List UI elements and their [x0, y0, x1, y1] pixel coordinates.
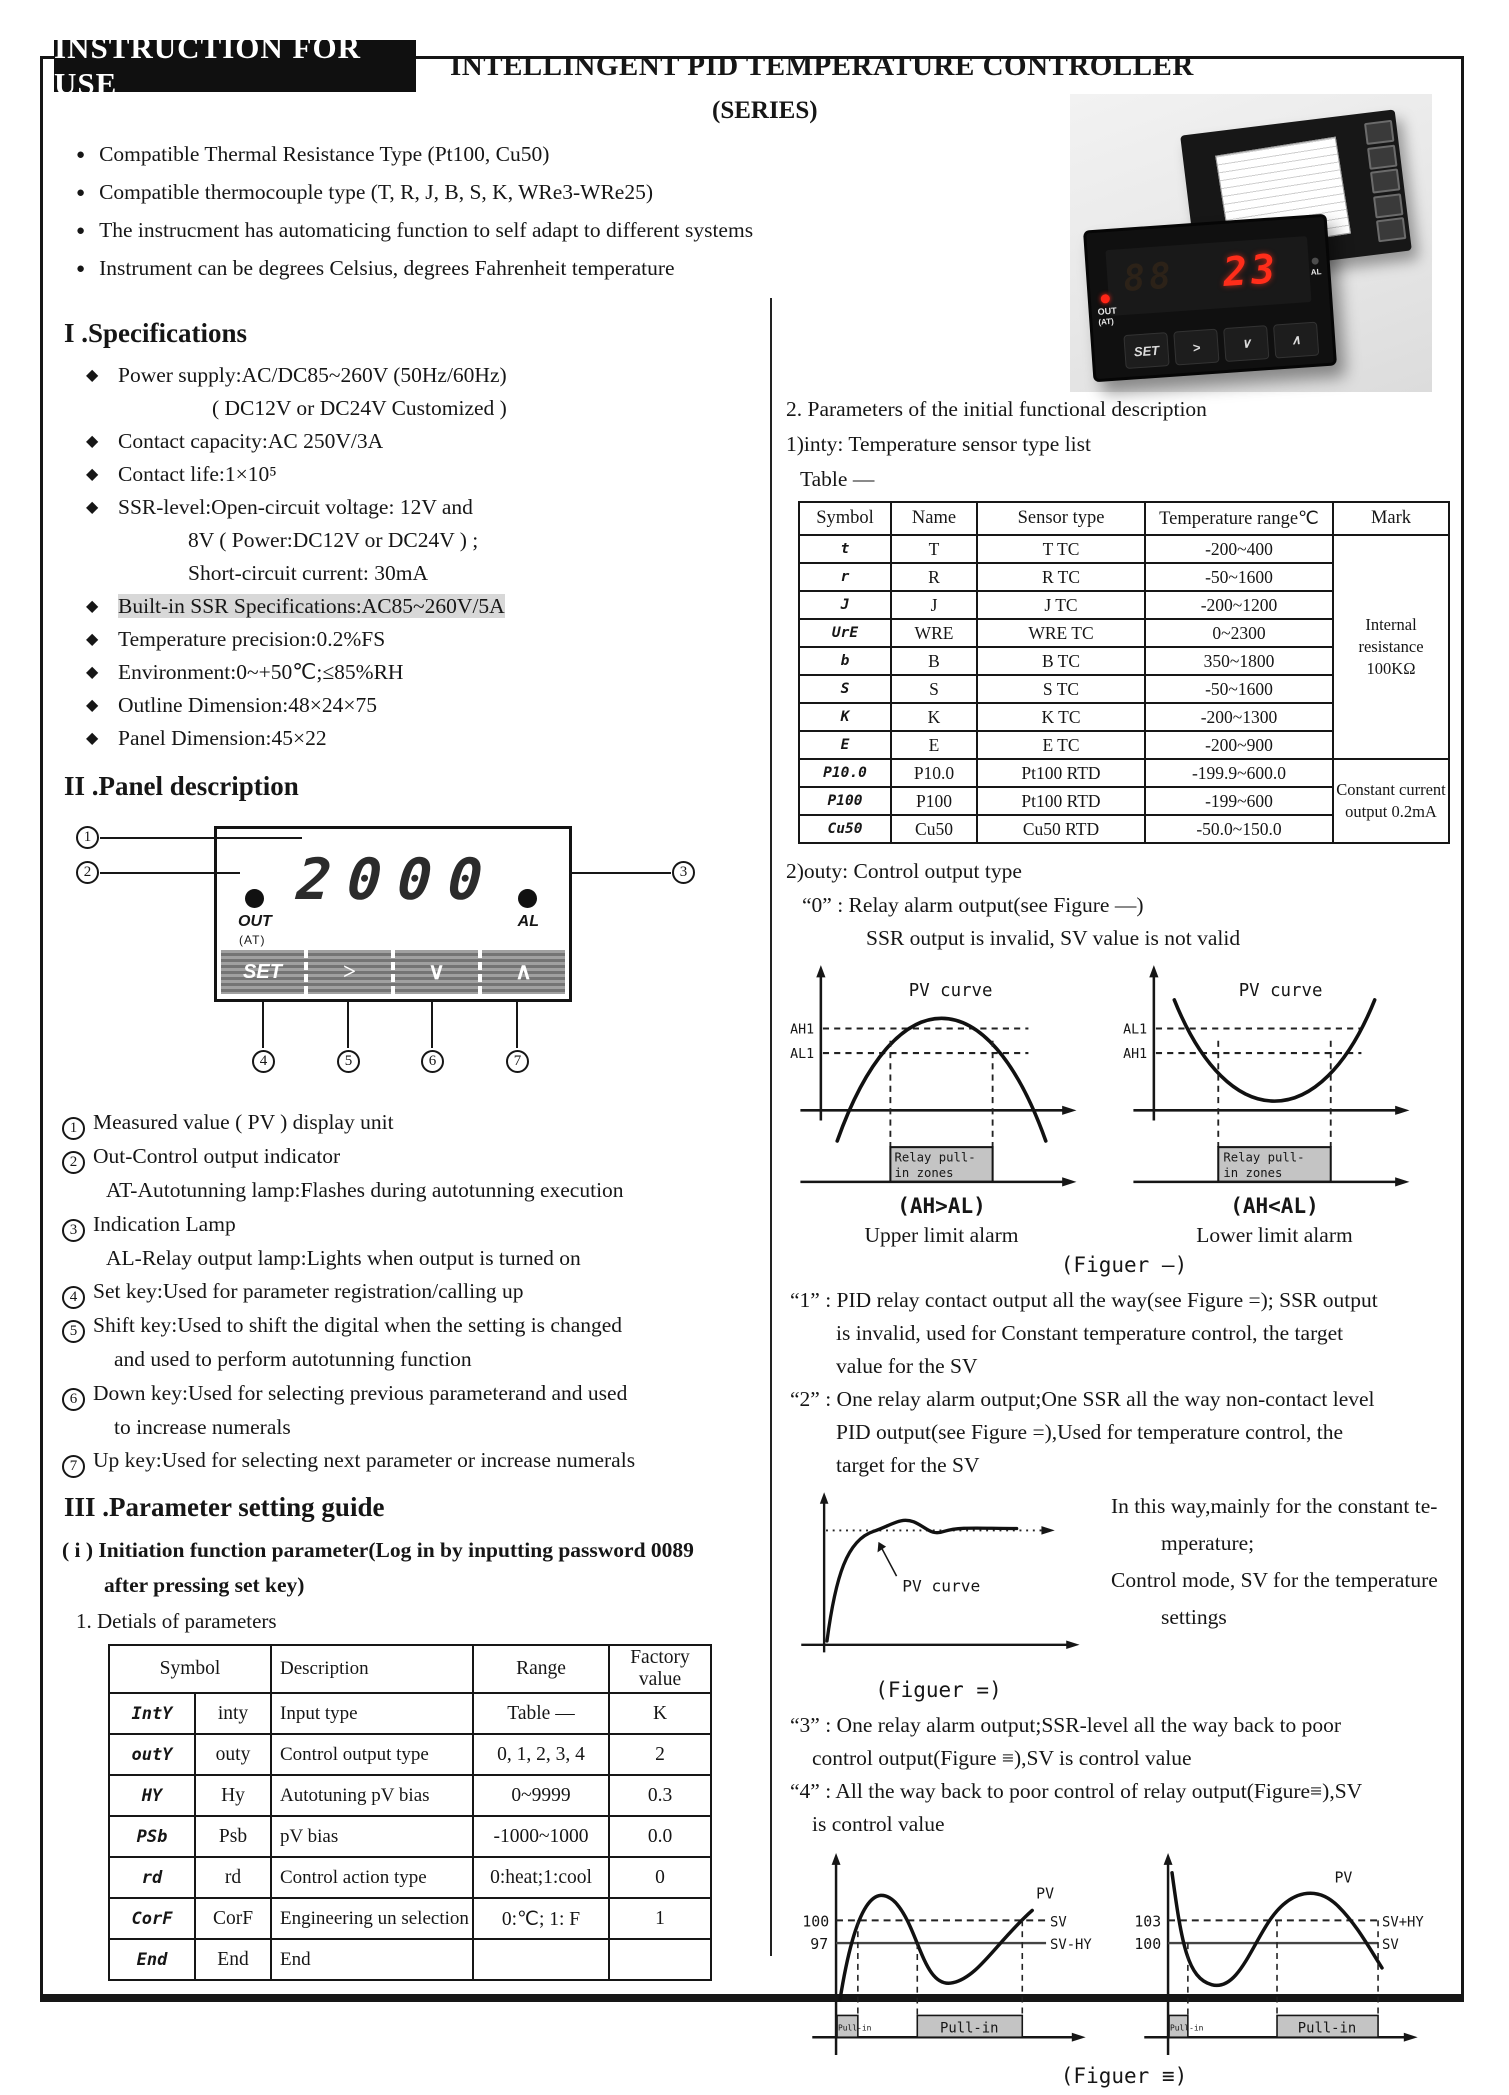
- svg-text:PV curve: PV curve: [908, 980, 993, 1001]
- mode3-line2: control output(Figure ≡),SV is control value: [812, 1746, 1192, 1770]
- spec-item: ◆ Temperature precision:0.2%FS: [62, 623, 770, 656]
- details-label: 1. Detials of parameters: [76, 1609, 277, 1633]
- svg-text:AH1: AH1: [1123, 1047, 1148, 1063]
- inty-heading: 1)inty: Temperature sensor type list: [786, 432, 1091, 456]
- terminal-block: [1364, 120, 1404, 242]
- svg-text:Pull-in: Pull-in: [1297, 2020, 1357, 2037]
- callout-4: 4: [252, 1050, 275, 1073]
- column-divider: [770, 298, 772, 1956]
- note-line: 1 Measured value ( PV ) display unit: [62, 1106, 770, 1140]
- mode2-line1: “2” : One relay alarm output;One SSR all the way non-contact level: [790, 1387, 1375, 1411]
- condition-label: (AH>AL): [897, 1194, 986, 1218]
- table-row: UrE WRE WRE TC 0~2300: [799, 619, 1449, 647]
- photo-up-button: ∧: [1273, 322, 1319, 359]
- table-row: P100 P100 Pt100 RTD -199~600: [799, 787, 1449, 815]
- diamond-bullet-icon: ◆: [86, 664, 99, 681]
- table-row: HY Hy Autotuning pV bias 0~9999 0.3: [109, 1775, 711, 1816]
- table-row: J J J TC -200~1200: [799, 591, 1449, 619]
- diamond-bullet-icon: ◆: [86, 367, 99, 384]
- sensor-type-table: [798, 501, 1450, 844]
- photo-display: [1105, 236, 1311, 316]
- photo-shift-button: >: [1173, 329, 1219, 366]
- mode1-line3: value for the SV: [836, 1354, 978, 1378]
- feature-item: ● Compatible thermocouple type (T, R, J, B, S, K, WRe3-WRe25): [76, 180, 653, 204]
- panel-description-heading: II .Panel description: [64, 771, 299, 801]
- diamond-bullet-icon: ◆: [86, 631, 99, 648]
- spec-item: ◆ Environment:0~+50℃;≤85%RH: [62, 656, 770, 689]
- note-line: and used to perform autotunning function: [114, 1347, 472, 1371]
- mode1-line1: “1” : PID relay contact output all the way(see Figure =); SSR output: [790, 1288, 1378, 1312]
- svg-text:100: 100: [1134, 1935, 1162, 1954]
- at-label: (AT): [239, 933, 266, 947]
- mode4-line2: is control value: [812, 1812, 945, 1836]
- parameter-table: [108, 1644, 712, 1981]
- panel-notes: [62, 1106, 770, 1478]
- table-row: PSb Psb pV bias -1000~1000 0.0: [109, 1816, 711, 1857]
- mark-internal-resistance: Internal resistance 100KΩ: [1333, 535, 1449, 759]
- down-key: ∨: [391, 950, 478, 994]
- figure-2-note: In this way,mainly for the constant te- mperature; Control mode, SV for the temperature settings: [1111, 1494, 1438, 1629]
- figure-1-caption: (Figuer —): [1060, 1253, 1188, 1277]
- note-line: 3 Indication Lamp: [62, 1208, 770, 1242]
- svg-text:AL1: AL1: [790, 1047, 815, 1063]
- svg-text:AH1: AH1: [790, 1022, 815, 1038]
- figure-2: [786, 1488, 1462, 1709]
- svg-text:Pull-in: Pull-in: [838, 2023, 872, 2033]
- callout-line: [100, 872, 240, 874]
- figure-3: [786, 1851, 1462, 2061]
- spec-item: ◆ Contact capacity:AC 250V/3A: [62, 425, 770, 458]
- figure-3-caption: (Figuer ≡): [1060, 2064, 1188, 2088]
- svg-text:PV curve: PV curve: [902, 1576, 981, 1596]
- out-label: OUT: [238, 913, 272, 930]
- svg-text:Pull-in: Pull-in: [1170, 2023, 1204, 2033]
- alarm-type-label: Upper limit alarm: [864, 1223, 1019, 1247]
- panel-button-bar: [221, 950, 565, 994]
- table-row: t T T TC -200~400 Internal resistance 100KΩ: [799, 535, 1449, 563]
- spec-item: ◆ SSR-level:Open-circuit voltage: 12V and: [62, 491, 770, 524]
- photo-al-led: [1311, 257, 1318, 264]
- upper-limit-alarm-graph: [788, 959, 1095, 1187]
- note-line: 4 Set key:Used for parameter registration/calling up: [62, 1275, 770, 1309]
- initial-params-heading: 2. Parameters of the initial functional description: [786, 397, 1207, 421]
- svg-text:AL1: AL1: [1123, 1022, 1148, 1038]
- table-row: IntY inty Input type Table — K: [109, 1693, 711, 1734]
- out-led-icon: [245, 889, 264, 908]
- table-header-row: [109, 1645, 711, 1693]
- spec-item: Short-circuit current: 30mA: [188, 561, 429, 585]
- callout-1: 1: [76, 826, 99, 849]
- init-param-line2: after pressing set key): [104, 1573, 305, 1597]
- table-row: CorF CorF Engineering un selection 0:℃; 1: F 1: [109, 1898, 711, 1939]
- callout-7: 7: [506, 1050, 529, 1073]
- init-param-line1: ( i ) Initiation function parameter(Log in by inputting password 0089: [62, 1538, 694, 1562]
- spec-item: ( DC12V or DC24V Customized ): [212, 396, 507, 420]
- specifications-heading: I .Specifications: [64, 318, 248, 348]
- feature-list: [76, 136, 1036, 288]
- photo-at-label: (AT): [1098, 316, 1115, 327]
- svg-text:SV: SV: [1050, 1914, 1067, 1931]
- panel-front-drawing: [214, 826, 572, 1002]
- spec-item: ◆ Power supply:AC/DC85~260V (50Hz/60Hz): [62, 359, 770, 392]
- table-row: P10.0 P10.0 Pt100 RTD -199.9~600.0 Constant current output 0.2mA: [799, 759, 1449, 787]
- feature-item: ● Instrument can be degrees Celsius, degrees Fahrenheit temperature: [76, 256, 675, 280]
- mode2-line3: target for the SV: [836, 1453, 980, 1477]
- table-row: K K K TC -200~1300: [799, 703, 1449, 731]
- panel-display-digits: 2000: [294, 847, 501, 913]
- bullet-icon: ●: [76, 147, 86, 163]
- callout-line: [347, 1002, 349, 1048]
- note-line: 2 Out-Control output indicator: [62, 1140, 770, 1174]
- photo-set-button: SET: [1123, 332, 1169, 369]
- photo-out-label: OUT: [1097, 305, 1117, 317]
- callout-line: [100, 837, 302, 839]
- bullet-icon: ●: [76, 261, 86, 277]
- shift-key: >: [304, 950, 391, 994]
- mark-constant-current: Constant current output 0.2mA: [1333, 759, 1449, 843]
- alarm-type-label: Lower limit alarm: [1196, 1223, 1353, 1247]
- svg-text:in zones: in zones: [894, 1165, 954, 1180]
- svg-text:PV: PV: [1036, 1884, 1055, 1903]
- svg-text:97: 97: [810, 1935, 829, 1954]
- lower-limit-alarm-graph: [1121, 959, 1428, 1187]
- photo-display-digits: 23: [1221, 246, 1281, 296]
- note-line: 7 Up key:Used for selecting next parameter or increase numerals: [62, 1444, 770, 1478]
- spec-item: ◆ Contact life:1×10⁵: [62, 458, 770, 491]
- table-row: outY outy Control output type 0, 1, 2, 3, 4 2: [109, 1734, 711, 1775]
- col-symbol: Symbol: [109, 1645, 271, 1693]
- feature-item: ● The instrucment has automaticing function to self adapt to different systems: [76, 218, 754, 242]
- col-range: Range: [473, 1645, 609, 1693]
- diamond-bullet-icon: ◆: [86, 730, 99, 747]
- svg-text:103: 103: [1134, 1912, 1162, 1931]
- mode3-line1: “3” : One relay alarm output;SSR-level all the way back to poor: [790, 1713, 1342, 1737]
- photo-display-ghost-digits: 88: [1122, 255, 1177, 300]
- left-column: [62, 318, 770, 1981]
- mode0-line2: SSR output is invalid, SV value is not valid: [866, 926, 1241, 950]
- table-row: Cu50 Cu50 Cu50 RTD -50.0~150.0: [799, 815, 1449, 843]
- table-row: End End End: [109, 1939, 711, 1980]
- callout-3: 3: [672, 861, 695, 884]
- table-row: r R R TC -50~1600: [799, 563, 1449, 591]
- note-line: to increase numerals: [114, 1414, 291, 1439]
- svg-text:in zones: in zones: [1223, 1165, 1283, 1180]
- mode0-line1: “0” : Relay alarm output(see Figure —): [802, 893, 1144, 917]
- parameter-guide-heading: III .Parameter setting guide: [64, 1492, 385, 1522]
- col-description: Description: [271, 1645, 473, 1693]
- note-line: AL-Relay output lamp:Lights when output is turned on: [106, 1245, 581, 1270]
- figure-1-left: [788, 959, 1095, 1250]
- mode4-line1: “4” : All the way back to poor control of relay output(Figure≡),SV: [790, 1779, 1363, 1803]
- series-subtitle: (SERIES): [712, 97, 818, 124]
- figure-1-right: [1121, 959, 1428, 1250]
- condition-label: (AH<AL): [1230, 1194, 1319, 1218]
- pid-control-graph: [786, 1488, 1091, 1670]
- callout-line: [569, 872, 671, 874]
- spec-item: ◆ Panel Dimension:45×22: [62, 722, 770, 755]
- bullet-icon: ●: [76, 185, 86, 201]
- heat-control-graph: [798, 1851, 1096, 2061]
- diamond-bullet-icon: ◆: [86, 598, 99, 615]
- callout-line: [262, 1002, 264, 1048]
- right-column: [786, 392, 1462, 2095]
- callout-6: 6: [421, 1050, 444, 1073]
- figure-1: [786, 959, 1462, 1250]
- svg-text:SV+HY: SV+HY: [1382, 1914, 1424, 1931]
- callout-line: [431, 1002, 433, 1048]
- diamond-bullet-icon: ◆: [86, 697, 99, 714]
- photo-buttons: [1123, 322, 1319, 369]
- table-row: b B B TC 350~1800: [799, 647, 1449, 675]
- table-row: S S S TC -50~1600: [799, 675, 1449, 703]
- al-label: AL: [517, 913, 539, 930]
- note-line: AT-Autotunning lamp:Flashes during autotunning execution: [106, 1178, 624, 1202]
- bullet-icon: ●: [76, 223, 86, 239]
- spec-item: 8V ( Power:DC12V or DC24V ) ;: [188, 528, 479, 552]
- svg-text:PV curve: PV curve: [1238, 980, 1323, 1001]
- photo-down-button: ∨: [1223, 325, 1269, 362]
- banner-text: INSTRUCTION FOR USE: [54, 30, 361, 101]
- col-factory: Factory value: [609, 1645, 711, 1693]
- up-key: ∧: [478, 950, 565, 994]
- panel-figure: [62, 812, 770, 1094]
- controller-front-view: [1083, 214, 1337, 383]
- svg-text:100: 100: [802, 1912, 830, 1931]
- al-led-icon: [518, 889, 537, 908]
- spec-item: ◆ Outline Dimension:48×24×75: [62, 689, 770, 722]
- svg-text:Relay pull-: Relay pull-: [1223, 1150, 1305, 1165]
- diamond-bullet-icon: ◆: [86, 466, 99, 483]
- table-row: E E E TC -200~900: [799, 731, 1449, 759]
- svg-text:Relay pull-: Relay pull-: [894, 1150, 976, 1165]
- feature-item: ● Compatible Thermal Resistance Type (Pt100, Cu50): [76, 142, 550, 166]
- callout-2: 2: [76, 861, 99, 884]
- mode2-line2: PID output(see Figure =),Used for temperature control, the: [836, 1420, 1344, 1444]
- table-row: rd rd Control action type 0:heat;1:cool 0: [109, 1857, 711, 1898]
- diamond-bullet-icon: ◆: [86, 433, 99, 450]
- note-line: 6 Down key:Used for selecting previous parameterand and used: [62, 1377, 770, 1411]
- set-key: SET: [243, 960, 282, 983]
- table-header-row: Symbol Name Sensor type Temperature range℃ Mark: [799, 502, 1449, 535]
- svg-text:SV: SV: [1382, 1937, 1399, 1954]
- table-label: Table —: [800, 467, 875, 491]
- spec-item: ◆ Built-in SSR Specifications:AC85~260V/5A: [62, 590, 770, 623]
- note-line: 5 Shift key:Used to shift the digital when the setting is changed: [62, 1309, 770, 1343]
- callout-line: [516, 1002, 518, 1048]
- diamond-bullet-icon: ◆: [86, 499, 99, 516]
- mode1-line2: is invalid, used for Constant temperature control, the target: [836, 1321, 1344, 1345]
- cool-control-graph: [1130, 1851, 1428, 2061]
- figure-2-left: [786, 1488, 1091, 1709]
- svg-text:Pull-in: Pull-in: [940, 2020, 999, 2037]
- banner: [54, 30, 416, 101]
- figure-2-caption: (Figuer =): [875, 1678, 1002, 1702]
- page-title: INTELLINGENT PID TEMPERATURE CONTROLLER: [450, 50, 1194, 82]
- product-photo: [1070, 94, 1432, 392]
- svg-text:PV: PV: [1334, 1868, 1353, 1887]
- callout-5: 5: [337, 1050, 360, 1073]
- photo-al-label: AL: [1310, 267, 1322, 277]
- svg-text:SV-HY: SV-HY: [1050, 1937, 1092, 1954]
- outy-heading: 2)outy: Control output type: [786, 859, 1022, 883]
